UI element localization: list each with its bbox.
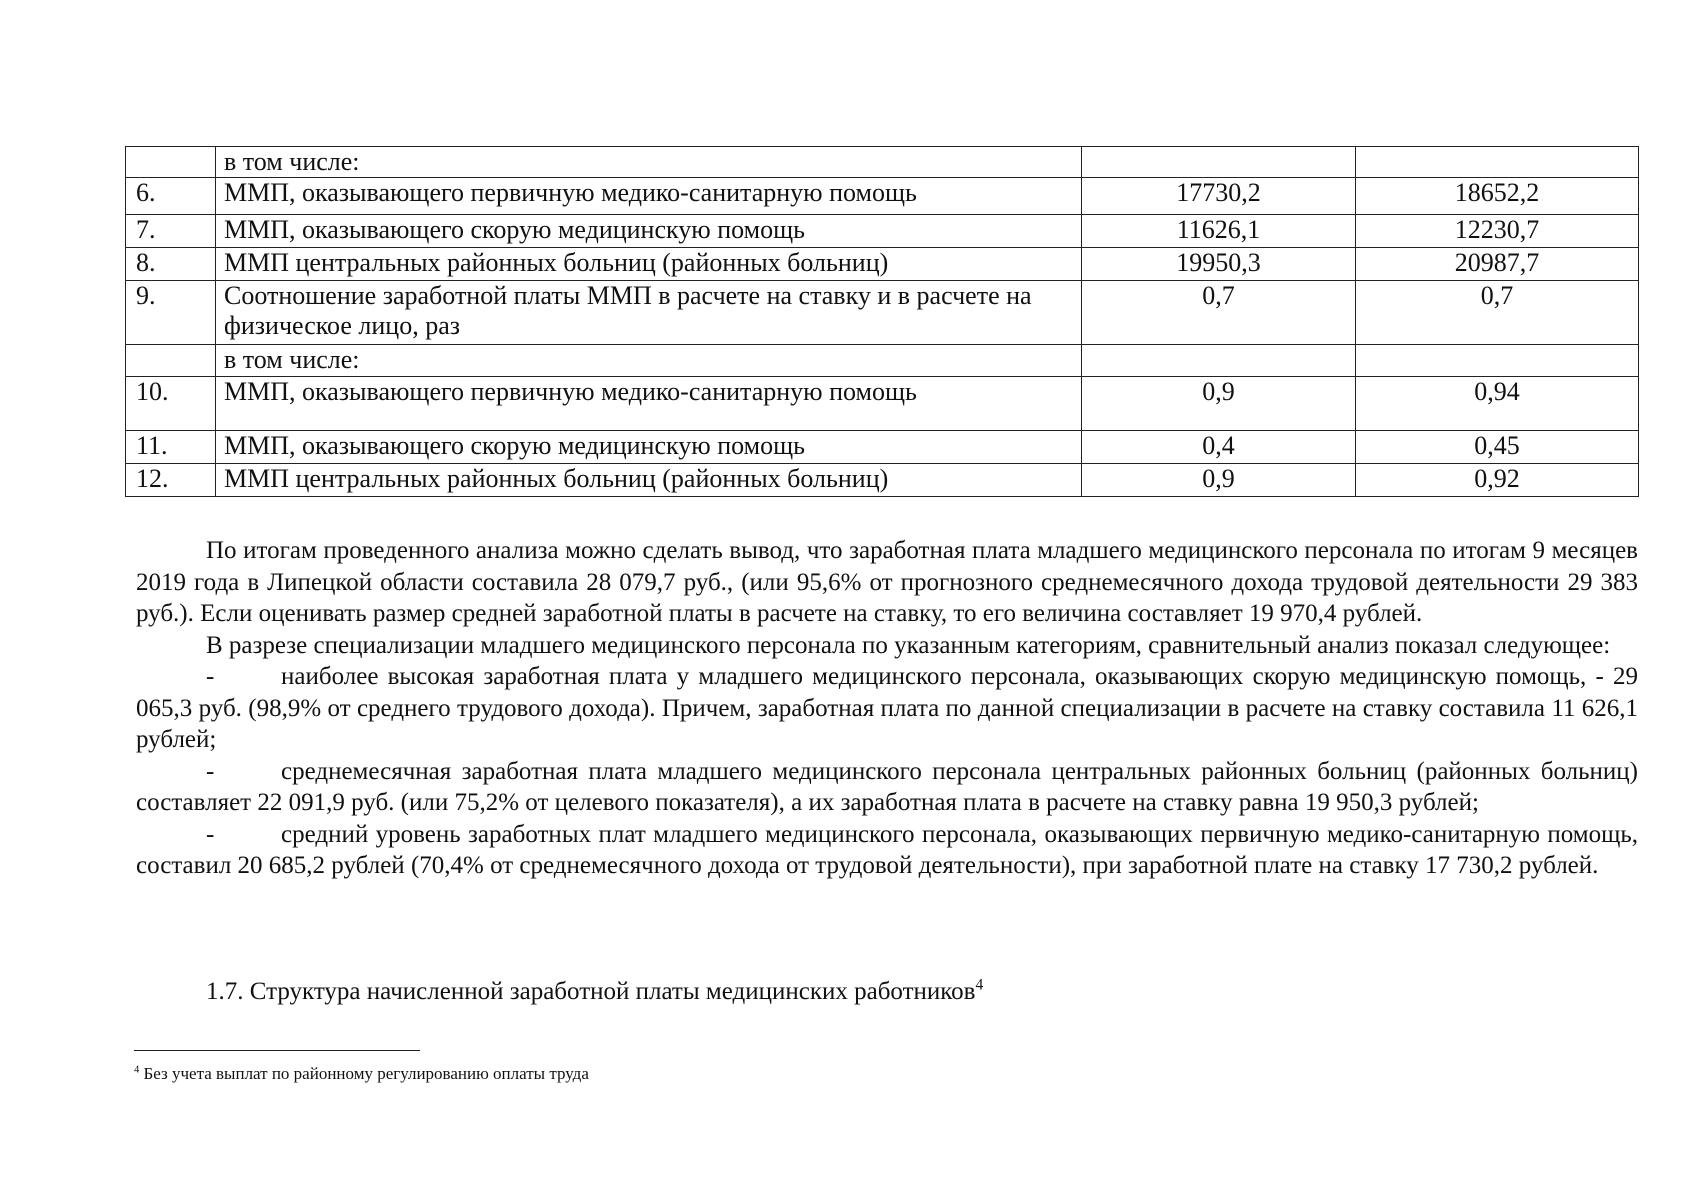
list-dash: - [206,820,215,848]
value-cell-2: 12230,7 [1356,215,1639,248]
value-cell-2 [1356,345,1639,377]
row-number-cell: 11. [126,431,216,464]
table-row [126,147,1639,178]
footnote [134,1063,589,1085]
value-cell-1 [1082,147,1356,178]
value-cell-1: 19950,3 [1082,248,1356,281]
list-dash: - [206,663,215,690]
value-cell-1: 0,7 [1082,281,1356,345]
row-number-cell: 7. [126,215,216,248]
value-cell-1: 17730,2 [1082,178,1356,215]
footnote-text: Без учета выплат по районному регулированию оплаты труда [139,1064,589,1083]
value-cell-1: 11626,1 [1082,215,1356,248]
row-number-cell [126,345,216,377]
paragraph-conclusion: По итогам проведенного анализа можно сделать вывод, что заработная плата младшего медицинского персонала по итогам 9 месяцев 2019 года в Липецкой области составила 28 079,7 руб., (или 95,6% от прогнозного среднемесячного дохода трудовой деятельности 29 383 руб.). Если оценивать размер средней заработной платы в расчете на ставку, то его величина составляет 19 970,4 рублей. [136,537,1638,627]
row-number-cell [126,147,216,178]
table-row [126,464,1639,497]
row-number-cell: 9. [126,281,216,345]
value-cell-2: 18652,2 [1356,178,1639,215]
row-label-cell: ММП, оказывающего скорую медицинскую помощь [216,215,1082,248]
table-row [126,345,1639,377]
row-label-cell: ММП центральных районных больниц (районных больниц) [216,464,1082,497]
salary-table [125,146,1639,497]
table-row [126,215,1639,248]
value-cell-2: 0,45 [1356,431,1639,464]
value-cell-2: 0,92 [1356,464,1639,497]
section-heading [206,977,983,1007]
footnote-ref: 4 [975,976,984,994]
value-cell-1: 0,4 [1082,431,1356,464]
footnote-divider [134,1050,420,1051]
row-label-cell: Соотношение заработной платы ММП в расчете на ставку и в расчете на физическое лицо, раз [216,281,1082,345]
list-item [136,756,1638,819]
value-cell-1: 0,9 [1082,464,1356,497]
row-label-cell: в том числе: [216,147,1082,178]
table-row [126,248,1639,281]
table-row [126,431,1639,464]
section-heading-text: 1.7. Структура начисленной заработной платы медицинских работников [206,978,976,1005]
table-row [126,377,1639,431]
row-number-cell: 12. [126,464,216,497]
value-cell-2: 20987,7 [1356,248,1639,281]
value-cell-1 [1082,345,1356,377]
list-item-text: средний уровень заработных плат младшего медицинского персонала, оказывающих первичную медико-санитарную помощь, составил 20 685,2 рублей (70,4% от среднемесячного дохода от трудовой деятельности), при заработной плате на ставку 17 730,2 рублей. [136,820,1638,879]
paragraph-specialization: В разрезе специализации младшего медицинского персонала по указанным категориям, сравнительный анализ показал следующее: [206,631,1611,659]
value-cell-2: 0,7 [1356,281,1639,345]
value-cell-2 [1356,147,1639,178]
table-row [126,178,1639,215]
footnote-marker: 4 [134,1064,140,1076]
row-number-cell: 8. [126,248,216,281]
list-dash: - [206,757,215,785]
list-item [136,661,1638,756]
row-label-cell: ММП, оказывающего скорую медицинскую помощь [216,431,1082,464]
value-cell-2: 0,94 [1356,377,1639,431]
list-item-text: среднемесячная заработная плата младшего медицинского персонала центральных районных больниц (районных больниц) составляет 22 091,9 руб. (или 75,2% от целевого показателя), а их заработная плата в расчете на ставку равна 19 950,3 рублей; [136,757,1638,816]
analysis-text [136,535,1638,882]
row-label-cell: ММП центральных районных больниц (районных больниц) [216,248,1082,281]
value-cell-1: 0,9 [1082,377,1356,431]
row-label-cell: ММП, оказывающего первичную медико-санитарную помощь [216,178,1082,215]
row-number-cell: 6. [126,178,216,215]
list-item [136,819,1638,882]
row-number-cell: 10. [126,377,216,431]
table-row [126,281,1639,345]
list-item-text: наиболее высокая заработная плата у младшего медицинского персонала, оказывающих скорую медицинскую помощь, - 29 065,3 руб. (98,9% от среднего трудового дохода). Причем, заработная плата по данной специализации в расчете на ставку составила 11 626,1 рублей; [136,663,1638,753]
row-label-cell: ММП, оказывающего первичную медико-санитарную помощь [216,377,1082,431]
row-label-cell: в том числе: [216,345,1082,377]
